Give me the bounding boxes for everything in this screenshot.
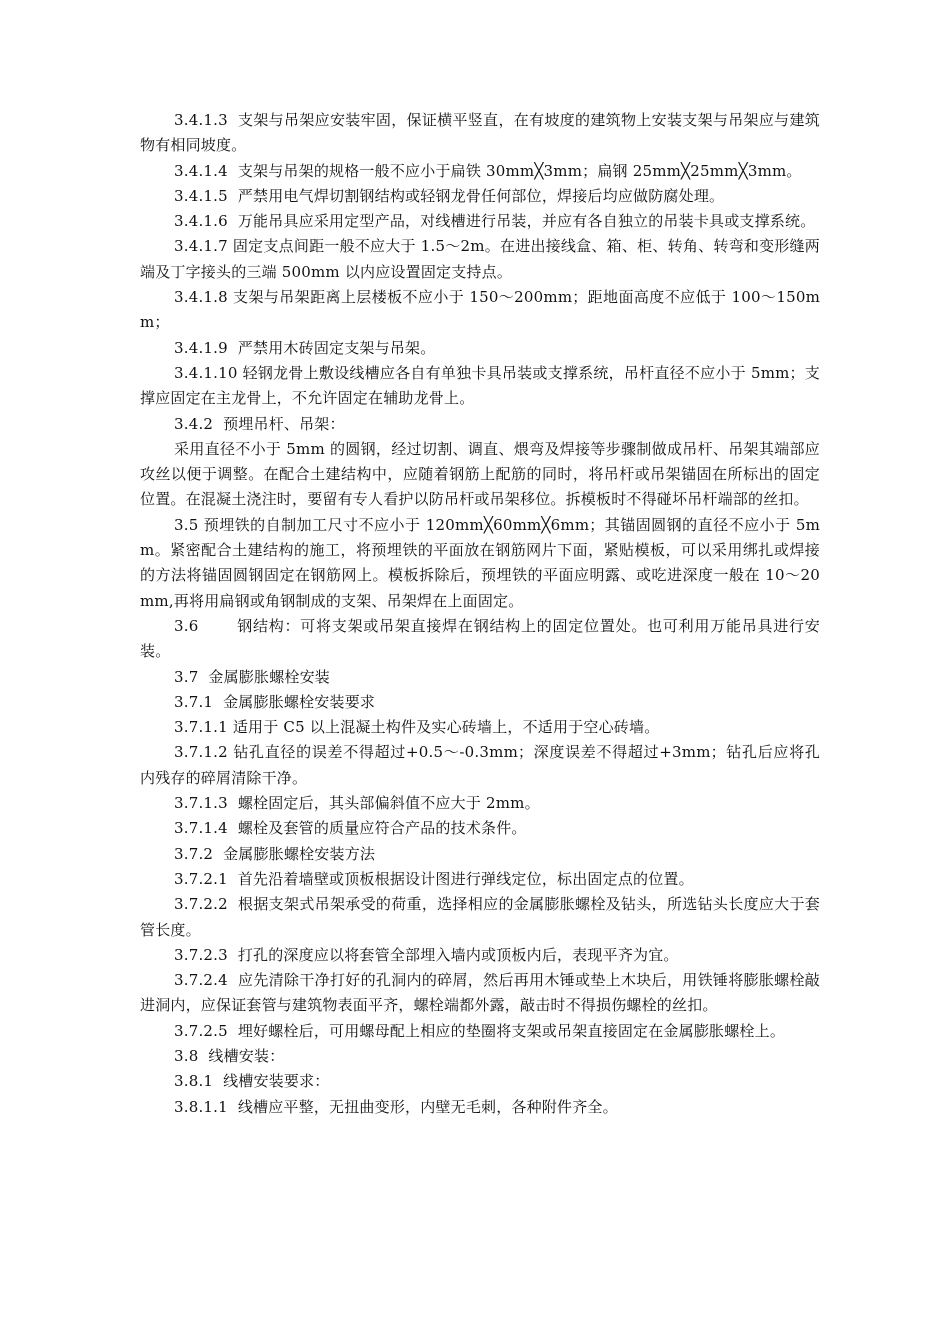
paragraph: 3.7 金属膨胀螺栓安装 <box>174 667 330 686</box>
paragraph: 3.5 预埋铁的自制加工尺寸不应小于 120mm╳60mm╳6mm；其锚固圆钢的直径不应小于 5mm。紧密配合土建结构的施工，将预埋铁的平面放在钢筋网片下面，紧贴模板，可以采用绑扎或焊接的方法将锚固圆钢固定在钢筋网上。模板拆除后，预埋铁的平面应明露、或吃进深度一般在 10～20mm,再将用扁钢或角钢制成的支架、吊架焊在上面固定。 <box>140 515 820 610</box>
paragraph: 3.4.1.7 固定支点间距一般不应大于 1.5～2m。在进出接线盒、箱、柜、转角、转弯和变形缝两端及丁字接头的三端 500mm 以内应设置固定支持点。 <box>140 237 820 281</box>
paragraph: 3.7.2.4 应先清除干净打好的孔洞内的碎屑，然后再用木锤或垫上木块后，用铁锤将膨胀螺栓敲进洞内，应保证套管与建筑物表面平齐，螺栓端都外露，敲击时不得损伤螺栓的丝扣。 <box>140 971 820 1015</box>
paragraph: 3.7.1.3 螺栓固定后，其头部偏斜值不应大于 2mm。 <box>174 794 540 813</box>
paragraph: 3.7.1.2 钻孔直径的误差不得超过+0.5～-0.3mm；深度误差不得超过+3mm；钻孔后应将孔内残存的碎屑清除干净。 <box>140 743 820 787</box>
paragraph: 3.8.1 线槽安装要求： <box>174 1072 330 1091</box>
paragraph: 3.7.2.3 打孔的深度应以将套管全部埋入墙内或顶板内后，表现平齐为宜。 <box>174 945 679 964</box>
paragraph: 3.7.2 金属膨胀螺栓安装方法 <box>174 844 376 863</box>
document-body <box>140 108 820 1120</box>
paragraph: 3.7.2.1 首先沿着墙壁或顶板根据设计图进行弹线定位，标出固定点的位置。 <box>174 869 694 888</box>
paragraph: 3.4.2 预埋吊杆、吊架： <box>174 414 345 433</box>
paragraph: 3.4.1.10 轻钢龙骨上敷设线槽应各自有单独卡具吊装或支撑系统，吊杆直径不应小于 5mm；支撑应固定在主龙骨上，不允许固定在辅助龙骨上。 <box>140 363 820 408</box>
paragraph: 3.7.2.2 根据支架式吊架承受的荷重，选择相应的金属膨胀螺栓及钻头，所选钻头长度应大于套管长度。 <box>140 895 820 939</box>
paragraph: 采用直径不小于 5mm 的圆钢，经过切割、调直、煨弯及焊接等步骤制做成吊杆、吊架其端部应攻丝以便于调整。在配合土建结构中，应随着钢筋上配筋的同时，将吊杆或吊架锚固在所标出的固定位置。在混凝土浇注时，要留有专人看护以防吊杆或吊架移位。拆模板时不得碰坏吊杆端部的丝扣。 <box>140 439 820 509</box>
paragraph: 3.7.1 金属膨胀螺栓安装要求 <box>174 692 376 711</box>
paragraph: 3.7.1.4 螺栓及套管的质量应符合产品的技术条件。 <box>174 819 527 838</box>
paragraph: 3.7.1.1 适用于 C5 以上混凝土构件及实心砖墙上，不适用于空心砖墙。 <box>174 718 660 737</box>
paragraph: 3.4.1.3 支架与吊架应安装牢固，保证横平竖直，在有坡度的建筑物上安装支架与吊架应与建筑物有相同坡度。 <box>140 111 820 155</box>
paragraph: 3.8.1.1 线槽应平整，无扭曲变形，内壁无毛刺，各种附件齐全。 <box>174 1097 618 1116</box>
paragraph: 3.4.1.4 支架与吊架的规格一般不应小于扁铁 30mm╳3mm；扁钢 25mm╳25mm╳3mm。 <box>174 161 802 180</box>
paragraph: 3.4.1.6 万能吊具应采用定型产品，对线槽进行吊装，并应有各自独立的吊装卡具或支撑系统。 <box>174 212 816 231</box>
paragraph: 3.6 钢结构：可将支架或吊架直接焊在钢结构上的固定位置处。也可利用万能吊具进行安装。 <box>140 616 820 661</box>
paragraph: 3.8 线槽安装： <box>174 1046 285 1065</box>
paragraph: 3.4.1.8 支架与吊架距离上层楼板不应小于 150～200mm；距地面高度不应低于 100～150mm； <box>140 288 820 332</box>
paragraph: 3.7.2.5 埋好螺栓后，可用螺母配上相应的垫圈将支架或吊架直接固定在金属膨胀螺栓上。 <box>174 1021 786 1040</box>
paragraph: 3.4.1.5 严禁用电气焊切割钢结构或轻钢龙骨任何部位，焊接后均应做防腐处理。 <box>174 186 725 205</box>
paragraph: 3.4.1.9 严禁用木砖固定支架与吊架。 <box>174 338 436 357</box>
